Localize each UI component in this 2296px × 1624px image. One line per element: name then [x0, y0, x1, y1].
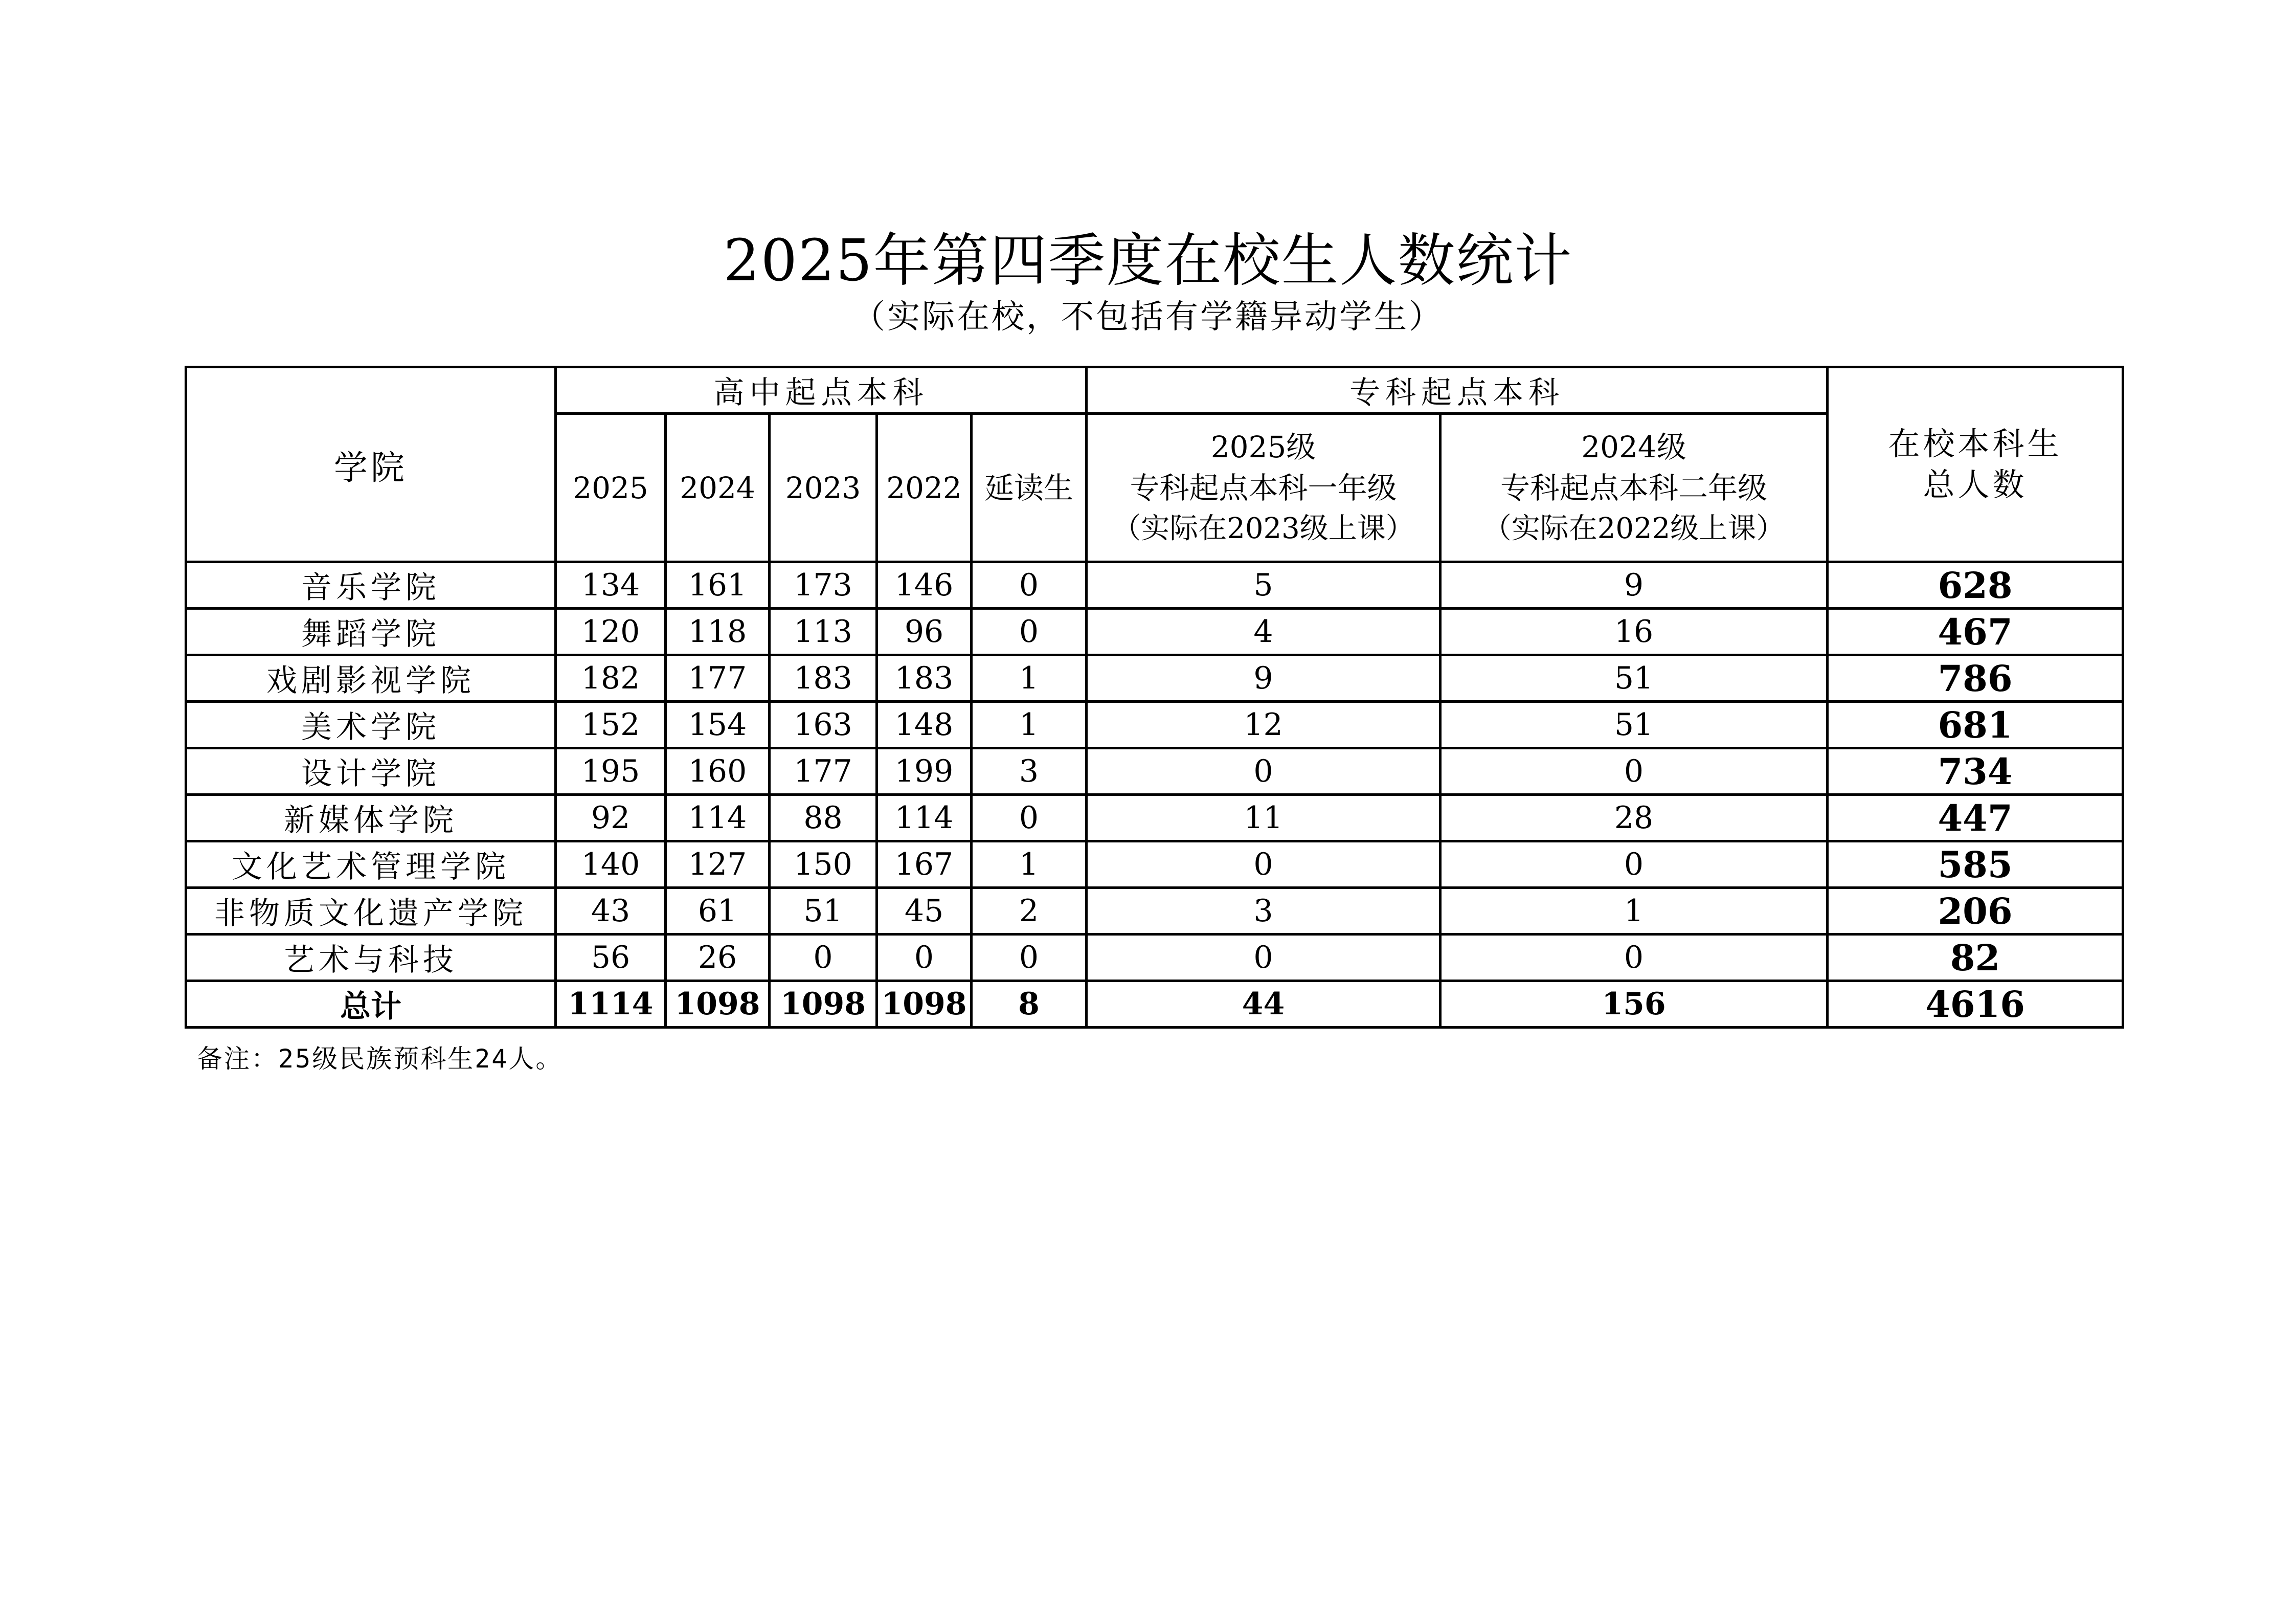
college-column-header: 学院 — [186, 367, 556, 562]
count-2024: 114 — [666, 795, 770, 841]
count-2022: 96 — [877, 609, 972, 655]
count-2025: 195 — [556, 748, 666, 795]
college-name: 设计学院 — [186, 748, 556, 795]
count-jc-2025: 5 — [1087, 562, 1440, 609]
count-jc-2024: 0 — [1440, 841, 1828, 888]
college-name: 非物质文化遗产学院 — [186, 888, 556, 935]
count-2024: 154 — [666, 702, 770, 748]
count-2023: 51 — [770, 888, 877, 935]
table-row — [186, 841, 2123, 888]
total-header-line-1: 在校本科生 — [1888, 425, 2062, 462]
count-2022: 45 — [877, 888, 972, 935]
row-total: 467 — [1828, 609, 2123, 655]
count-2025: 134 — [556, 562, 666, 609]
jc-2024-header — [1440, 414, 1828, 562]
year-2022-header: 2022 — [877, 414, 972, 562]
count-2024: 118 — [666, 609, 770, 655]
page-subtitle: （实际在校，不包括有学籍异动学生） — [852, 298, 1444, 336]
count-jc-2025: 0 — [1087, 841, 1440, 888]
count-2023: 177 — [770, 748, 877, 795]
count-jc-2024: 16 — [1440, 609, 1828, 655]
total-jc-2025: 44 — [1087, 981, 1440, 1028]
count-jc-2025: 11 — [1087, 795, 1440, 841]
table-row — [186, 609, 2123, 655]
college-name: 戏剧影视学院 — [186, 655, 556, 702]
count-jc-2025: 12 — [1087, 702, 1440, 748]
count-2022: 146 — [877, 562, 972, 609]
count-2022: 148 — [877, 702, 972, 748]
total-2025: 1114 — [556, 981, 666, 1028]
count-2024: 160 — [666, 748, 770, 795]
college-name: 音乐学院 — [186, 562, 556, 609]
row-total: 786 — [1828, 655, 2123, 702]
row-total: 628 — [1828, 562, 2123, 609]
count-2022: 114 — [877, 795, 972, 841]
total-2022: 1098 — [877, 981, 972, 1028]
footnote: 备注：25级民族预科生24人。 — [197, 1044, 563, 1074]
count-jc-2024: 51 — [1440, 655, 1828, 702]
junior-college-group-header: 专科起点本科 — [1087, 367, 1828, 414]
totals-row — [186, 981, 2123, 1028]
count-deferred: 0 — [972, 795, 1087, 841]
enrollment-table — [185, 366, 2124, 1029]
count-jc-2025: 4 — [1087, 609, 1440, 655]
count-2025: 152 — [556, 702, 666, 748]
count-jc-2025: 3 — [1087, 888, 1440, 935]
count-2025: 56 — [556, 935, 666, 981]
college-name: 文化艺术管理学院 — [186, 841, 556, 888]
college-name: 艺术与科技 — [186, 935, 556, 981]
count-jc-2024: 51 — [1440, 702, 1828, 748]
count-2023: 88 — [770, 795, 877, 841]
count-deferred: 1 — [972, 841, 1087, 888]
jc-2024-header-line-2: 专科起点本科二年级 — [1500, 470, 1767, 505]
count-jc-2024: 0 — [1440, 935, 1828, 981]
count-2022: 183 — [877, 655, 972, 702]
jc-2024-header-line-3: （实际在2022级上课） — [1482, 511, 1785, 545]
table-row — [186, 935, 2123, 981]
count-deferred: 3 — [972, 748, 1087, 795]
count-2023: 183 — [770, 655, 877, 702]
table-row — [186, 795, 2123, 841]
count-deferred: 0 — [972, 562, 1087, 609]
count-2024: 177 — [666, 655, 770, 702]
count-2024: 161 — [666, 562, 770, 609]
count-jc-2024: 28 — [1440, 795, 1828, 841]
college-name: 新媒体学院 — [186, 795, 556, 841]
count-2025: 120 — [556, 609, 666, 655]
count-deferred: 1 — [972, 655, 1087, 702]
year-2025-header: 2025 — [556, 414, 666, 562]
count-deferred: 0 — [972, 609, 1087, 655]
jc-2025-header-line-2: 专科起点本科一年级 — [1130, 470, 1397, 505]
row-total: 585 — [1828, 841, 2123, 888]
total-2023: 1098 — [770, 981, 877, 1028]
table-row — [186, 655, 2123, 702]
deferred-header: 延读生 — [972, 414, 1087, 562]
count-deferred: 1 — [972, 702, 1087, 748]
jc-2025-header-line-3: （实际在2023级上课） — [1112, 511, 1414, 545]
table-row — [186, 562, 2123, 609]
count-2023: 163 — [770, 702, 877, 748]
count-2023: 173 — [770, 562, 877, 609]
count-2023: 113 — [770, 609, 877, 655]
totals-label: 总计 — [186, 981, 556, 1028]
total-column-header — [1828, 367, 2123, 562]
total-header-line-2: 总人数 — [1923, 466, 2028, 503]
row-total: 206 — [1828, 888, 2123, 935]
total-deferred: 8 — [972, 981, 1087, 1028]
row-total: 681 — [1828, 702, 2123, 748]
table-row — [186, 748, 2123, 795]
count-2022: 199 — [877, 748, 972, 795]
row-total: 447 — [1828, 795, 2123, 841]
grand-total: 4616 — [1828, 981, 2123, 1028]
count-2025: 182 — [556, 655, 666, 702]
jc-2024-header-line-1: 2024级 — [1581, 429, 1686, 464]
count-deferred: 0 — [972, 935, 1087, 981]
count-jc-2025: 9 — [1087, 655, 1440, 702]
year-2023-header: 2023 — [770, 414, 877, 562]
jc-2025-header-line-1: 2025级 — [1210, 429, 1316, 464]
page-title: 2025年第四季度在校生人数统计 — [723, 228, 1573, 294]
row-total: 82 — [1828, 935, 2123, 981]
count-2023: 150 — [770, 841, 877, 888]
high-school-group-header: 高中起点本科 — [556, 367, 1087, 414]
count-2022: 167 — [877, 841, 972, 888]
count-2024: 61 — [666, 888, 770, 935]
row-total: 734 — [1828, 748, 2123, 795]
count-2025: 92 — [556, 795, 666, 841]
table-row — [186, 702, 2123, 748]
college-name: 美术学院 — [186, 702, 556, 748]
total-2024: 1098 — [666, 981, 770, 1028]
total-jc-2024: 156 — [1440, 981, 1828, 1028]
count-2024: 26 — [666, 935, 770, 981]
year-2024-header: 2024 — [666, 414, 770, 562]
jc-2025-header — [1087, 414, 1440, 562]
count-deferred: 2 — [972, 888, 1087, 935]
count-2024: 127 — [666, 841, 770, 888]
count-2025: 43 — [556, 888, 666, 935]
count-jc-2025: 0 — [1087, 935, 1440, 981]
count-jc-2025: 0 — [1087, 748, 1440, 795]
count-2023: 0 — [770, 935, 877, 981]
count-jc-2024: 1 — [1440, 888, 1828, 935]
count-jc-2024: 0 — [1440, 748, 1828, 795]
count-2025: 140 — [556, 841, 666, 888]
count-2022: 0 — [877, 935, 972, 981]
college-name: 舞蹈学院 — [186, 609, 556, 655]
table-row — [186, 888, 2123, 935]
count-jc-2024: 9 — [1440, 562, 1828, 609]
